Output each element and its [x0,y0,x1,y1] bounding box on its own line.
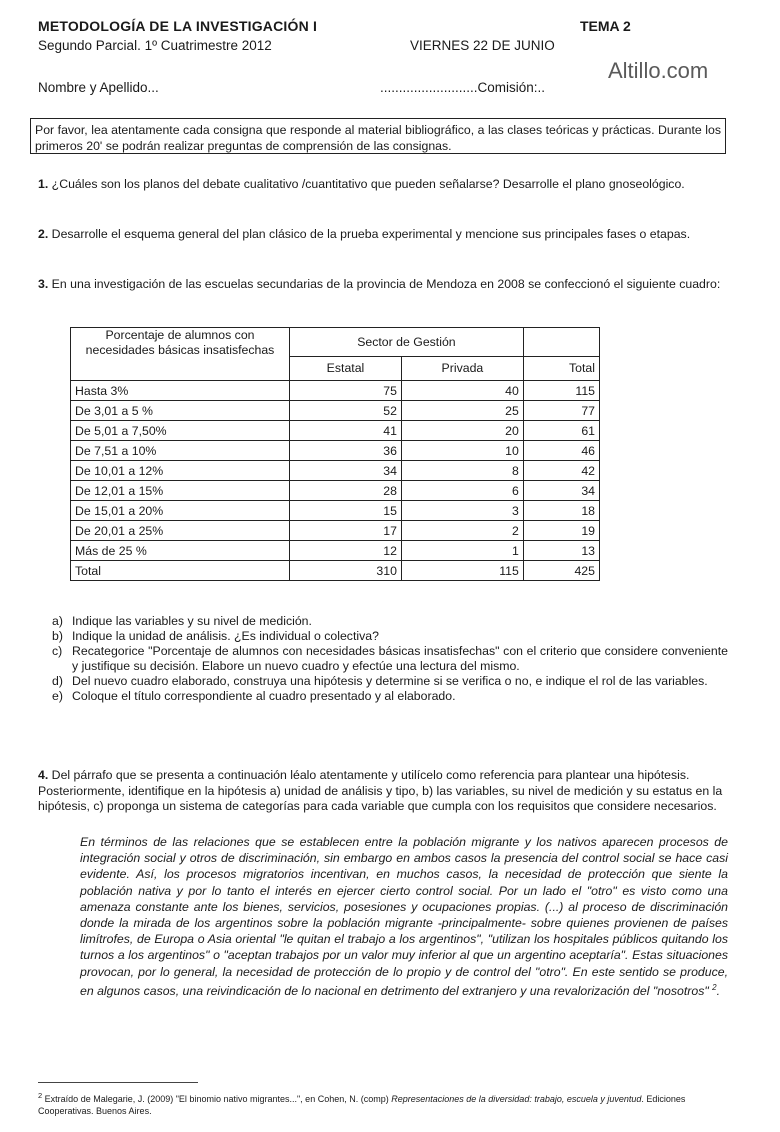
cell-estatal: 12 [290,541,402,561]
col-estatal: Estatal [290,356,402,380]
question-text: Desarrolle el esquema general del plan clásico de la prueba experimental y mencione sus principales fases o etapas. [48,227,691,241]
item-text: Coloque el título correspondiente al cuadro presentado y al elaborado. [72,689,456,703]
question-2 [38,226,728,242]
cell-total: 61 [523,421,599,441]
footnote-book-title: Representaciones de la diversidad: trabajo, escuela y juventud [391,1094,642,1104]
exam-subtitle: Segundo Parcial. 1º Cuatrimestre 2012 [38,38,272,53]
table-row [71,521,600,541]
col-total: Total [523,356,599,380]
cell-privada: 2 [401,521,523,541]
footnote-ref: 2 [712,982,717,992]
question-text: En una investigación de las escuelas secundarias de la provincia de Mendoza en 2008 se confeccionó el siguiente cuadro: [48,277,721,291]
table-row [71,381,600,401]
item-text: Recategorice "Porcentaje de alumnos con necesidades básicas insatisfechas" con el criterio que considere conveniente y justifique su decisión. Elabore un nuevo cuadro y efectúe una lectura del mismo. [72,644,728,673]
cell-privada: 1 [401,541,523,561]
cell-total: 115 [523,381,599,401]
cell-total: 42 [523,461,599,481]
name-field-label: Nombre y Apellido... [38,80,159,95]
item-letter: a) [52,614,63,628]
list-item [52,644,728,674]
cell-total: 13 [523,541,599,561]
cell-privada: 20 [401,421,523,441]
table-row [71,461,600,481]
item-letter: b) [52,629,63,643]
table-row [71,441,600,461]
instructions-box: Por favor, lea atentamente cada consigna que responde al material bibliográfico, a las clases teóricas y prácticas. Durante los primeros 20' se podrán realizar preguntas de comprensión de las consignas. [30,118,726,154]
question-text: ¿Cuáles son los planos del debate cualitativo /cuantitativo que pueden señalarse? Desarrolle el plano gnoseológico. [48,177,685,191]
table-row [71,561,600,581]
table-body [71,381,600,581]
cell-estatal: 75 [290,381,402,401]
row-label: Más de 25 % [71,541,290,561]
question-number: 3. [38,277,49,291]
cell-privada: 25 [401,401,523,421]
question-1 [38,176,728,192]
cell-total: 34 [523,481,599,501]
cell-estatal: 15 [290,501,402,521]
table-row [71,501,600,521]
row-label: De 7,51 a 10% [71,441,290,461]
question-4 [38,768,728,815]
item-text: Indique la unidad de análisis. ¿Es individual o colectiva? [72,629,379,643]
question-number: 1. [38,177,49,191]
watermark: Altillo.com [608,58,709,83]
cell-privada: 8 [401,461,523,481]
footnote-text-a: Extraído de Malegarie, J. (2009) "El binomio nativo migrantes...", en Cohen, N. (comp) [42,1094,392,1104]
question-number: 4. [38,768,49,782]
question-number: 2. [38,227,49,241]
list-item [52,674,728,689]
list-item [52,629,728,644]
exam-tema: TEMA 2 [580,18,631,34]
item-letter: c) [52,644,63,658]
exam-title: METODOLOGÍA DE LA INVESTIGACIÓN I [38,18,318,34]
cell-estatal: 41 [290,421,402,441]
commission-field-label: ..........................Comisión:.. [380,80,546,95]
group-header: Sector de Gestión [290,328,524,357]
cell-estatal: 52 [290,401,402,421]
row-label: Hasta 3% [71,381,290,401]
cell-privada: 10 [401,441,523,461]
data-table [70,327,600,581]
cell-total: 18 [523,501,599,521]
cell-total: 425 [523,561,599,581]
empty-header [523,328,599,357]
cell-estatal: 17 [290,521,402,541]
cell-estatal: 28 [290,481,402,501]
quote-text: En términos de las relaciones que se establecen entre la población migrante y los nativos aparecen procesos de integración social y otros de discriminación, sin embargo en ambos casos la presencia del control social se hace casi evidente. Así, los procesos migratorios incentivan, en muchos casos, la necesidad de protección que siente la población nativa y por lo tanto el interés en ejercer cierto control social. Por un lado el "otro" es visto como una amenaza constante ante los bienes, servicios, posesiones y ocupaciones propias. (...) al proceso de discriminación donde la mirada de los argentinos sobre la población migrante -principalmente- sobre quienes provienen de países limítrofes, de Europa o Asia oriental "le quitan el trabajo a los argentinos", "utilizan los hospitales públicos quitando los turnos a los argentinos" o "aceptan trabajos por un valor muy inferior al que un argentino aceptaría". Estas situaciones provocan, por lo general, la necesidad de protección de lo propio y de control del "otro". En este sentido se produce, en algunos casos, una reivindicación de lo nacional en detrimento del extranjero y una revalorización del "nosotros" [80,835,728,998]
question-3-items [52,614,728,704]
cell-privada: 6 [401,481,523,501]
cell-privada: 40 [401,381,523,401]
list-item [52,614,728,629]
row-header: Porcentaje de alumnos con necesidades básicas insatisfechas [71,328,290,381]
item-text: Del nuevo cuadro elaborado, construya una hipótesis y determine si se verifica o no, e indique el rol de las variables. [72,674,708,688]
footnote-rule [38,1082,198,1083]
row-label: De 5,01 a 7,50% [71,421,290,441]
row-label: De 15,01 a 20% [71,501,290,521]
col-privada: Privada [401,356,523,380]
cell-total: 19 [523,521,599,541]
question-text: Del párrafo que se presenta a continuación léalo atentamente y utilícelo como referencia para plantear una hipótesis. Posteriormente, identifique en la hipótesis a) unidad de análisis y tipo, b) las variables, su nivel de medición y su estatus en la hipótesis, c) proponga un sistema de categorías para cada variable que cumpla con los requisitos que considere necesarios. [38,768,723,813]
footnote-mark: 2 [38,1091,43,1100]
cell-estatal: 34 [290,461,402,481]
quoted-paragraph: En términos de las relaciones que se establecen entre la población migrante y los nativos aparecen procesos de integración social y otros de discriminación, sin embargo en ambos casos la presencia del control social se hace casi evidente. Así, los procesos migratorios incentivan, en muchos casos, la necesidad de protección que siente la población nativa y por lo tanto el interés en ejercer cierto control social. Por un lado el "otro" es visto como una amenaza constante ante los bienes, servicios, posesiones y ocupaciones propias. (...) al proceso de discriminación donde la mirada de los argentinos sobre la población migrante -principalmente- sobre quienes provienen de países limítrofes, de Europa o Asia oriental "le quitan el trabajo a los argentinos", "utilizan los hospitales públicos quitando los turnos a los argentinos" o "aceptan trabajos por un valor muy inferior al que un argentino aceptaría". Estas situaciones provocan, por lo general, la necesidad de protección de lo propio y de control del "otro". En este sentido se produce, en algunos casos, una reivindicación de lo nacional en detrimento del extranjero y una revalorización del "nosotros" $^2$. [80,835,728,998]
cell-privada: 115 [401,561,523,581]
item-text: Indique las variables y su nivel de medición. [72,614,312,628]
question-3 [38,276,728,292]
table-row [71,481,600,501]
row-label: De 3,01 a 5 % [71,401,290,421]
row-label: De 12,01 a 15% [71,481,290,501]
table-row [71,541,600,561]
row-label: Total [71,561,290,581]
table-row [71,401,600,421]
list-item [52,689,728,704]
footnote [38,1090,738,1117]
row-label: De 10,01 a 12% [71,461,290,481]
cell-estatal: 36 [290,441,402,461]
table-row [71,421,600,441]
exam-date: VIERNES 22 DE JUNIO [410,38,555,53]
cell-total: 46 [523,441,599,461]
item-letter: e) [52,689,63,703]
cell-estatal: 310 [290,561,402,581]
row-label: De 20,01 a 25% [71,521,290,541]
cell-total: 77 [523,401,599,421]
footnote-text-b: . Ediciones Cooperativas. Buenos Aires. [38,1094,686,1116]
cell-privada: 3 [401,501,523,521]
item-letter: d) [52,674,63,688]
